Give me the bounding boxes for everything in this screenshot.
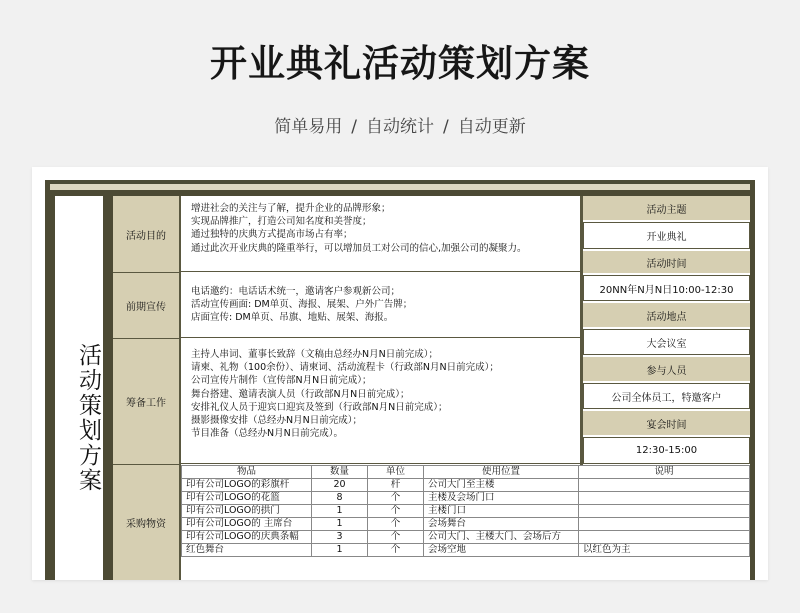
table-row bbox=[182, 531, 750, 544]
content-line: 主持人串词、董事长致辞（文稿由总经办N月N日前完成）； bbox=[191, 349, 438, 360]
content-line: 通过独特的庆典方式提高市场占有率； bbox=[191, 229, 353, 241]
table-cell: 个 bbox=[368, 492, 424, 505]
subtitle-separator: / bbox=[351, 117, 357, 137]
info-value-time: 20NN年N月N日10:00-12:30 bbox=[583, 275, 750, 301]
frame-left-border bbox=[45, 196, 55, 580]
info-label-banquet: 宴会时间 bbox=[583, 411, 750, 435]
column-header: 数量 bbox=[312, 466, 368, 479]
table-row bbox=[182, 544, 750, 557]
table-cell: 印有公司LOGO的花篮 bbox=[182, 492, 312, 505]
frame-right-border bbox=[750, 196, 755, 580]
frame-band bbox=[50, 184, 750, 190]
table-cell: 以红色为主 bbox=[579, 544, 750, 557]
info-value-location: 大会议室 bbox=[583, 329, 750, 355]
table-cell: 3 bbox=[312, 531, 368, 544]
section-label-purpose: 活动目的 bbox=[113, 196, 179, 273]
content-line: 通过此次开业庆典的隆重举行，可以增加员工对公司的信心,加强公司的凝聚力。 bbox=[191, 242, 527, 254]
table-row bbox=[182, 505, 750, 518]
info-value-banquet: 12:30-15:00 bbox=[583, 437, 750, 464]
section-content-promotion bbox=[181, 273, 580, 338]
content-line: 摄影摄像安排（总经办N月N日前完成）； bbox=[191, 415, 362, 427]
info-label-theme: 活动主题 bbox=[583, 196, 750, 220]
table-cell: 个 bbox=[368, 505, 424, 518]
table-cell: 杆 bbox=[368, 479, 424, 492]
table-cell: 主楼门口 bbox=[424, 505, 579, 518]
document-frame bbox=[45, 180, 755, 580]
table-cell bbox=[579, 518, 750, 531]
table-cell: 1 bbox=[312, 518, 368, 531]
table-header-row bbox=[182, 466, 750, 479]
page-title: 开业典礼活动策划方案 bbox=[210, 42, 590, 85]
subtitle-item-3: 自动更新 bbox=[457, 117, 526, 137]
section-content-preparation bbox=[181, 339, 580, 464]
table-cell bbox=[579, 479, 750, 492]
table-row bbox=[182, 479, 750, 492]
info-value-participants: 公司全体员工，特邀客户 bbox=[583, 383, 750, 409]
document-body bbox=[45, 196, 755, 580]
table-cell bbox=[579, 531, 750, 544]
column-header: 物品 bbox=[182, 466, 312, 479]
content-line: 公司宣传片制作（宣传部N月N日前完成）； bbox=[191, 375, 372, 387]
table-cell: 8 bbox=[312, 492, 368, 505]
frame-divider bbox=[103, 196, 113, 580]
section-label-preparation: 筹备工作 bbox=[113, 339, 179, 465]
info-value-theme: 开业典礼 bbox=[583, 222, 750, 249]
table-cell: 个 bbox=[368, 544, 424, 557]
info-label-location: 活动地点 bbox=[583, 303, 750, 327]
table-cell: 20 bbox=[312, 479, 368, 492]
content-line: 安排礼仪人员于迎宾口迎宾及签到（行政部N月N日前完成）； bbox=[191, 401, 448, 413]
content-line: 实现品牌推广，打造公司知名度和美誉度； bbox=[191, 216, 372, 228]
table-cell: 公司大门、主楼大门、会场后方 bbox=[424, 531, 579, 544]
info-label-participants: 参与人员 bbox=[583, 357, 750, 381]
table-cell: 会场舞台 bbox=[424, 518, 579, 531]
table-cell bbox=[579, 492, 750, 505]
content-line: 店面宣传: DM单页、吊旗、地贴、展架、海报。 bbox=[191, 312, 394, 324]
subtitle-item-1: 简单易用 bbox=[274, 117, 343, 137]
procurement-table bbox=[181, 465, 750, 557]
table-cell: 红色舞台 bbox=[182, 544, 312, 557]
section-label-procurement: 采购物资 bbox=[113, 465, 179, 580]
table-cell: 印有公司LOGO的彩旗杆 bbox=[182, 479, 312, 492]
content-line: 增进社会的关注与了解，提升企业的品牌形象； bbox=[191, 203, 391, 214]
content-line: 舞台搭建、邀请表演人员（行政部N月N日前完成）； bbox=[191, 388, 410, 400]
content-line: 电话邀约：电话话术统一，邀请客户参观新公司； bbox=[191, 286, 401, 297]
subtitle-item-2: 自动统计 bbox=[366, 117, 434, 137]
table-cell: 1 bbox=[312, 505, 368, 518]
subtitle-separator: / bbox=[443, 117, 449, 137]
document-preview-card[interactable] bbox=[32, 167, 768, 580]
section-label-promotion: 前期宣传 bbox=[113, 273, 179, 339]
column-header: 单位 bbox=[368, 466, 424, 479]
content-line: 请柬、礼物（100余份）、请柬词、活动流程卡（行政部N月N日前完成）； bbox=[191, 362, 499, 374]
table-row bbox=[182, 492, 750, 505]
info-label-time: 活动时间 bbox=[583, 251, 750, 273]
table-cell: 会场空地 bbox=[424, 544, 579, 557]
vertical-title-cell bbox=[55, 196, 103, 580]
content-line: 活动宣传画面: DM单页、海报、展架、户外广告牌； bbox=[191, 299, 413, 311]
table-row bbox=[182, 518, 750, 531]
table-cell: 个 bbox=[368, 531, 424, 544]
section-content-purpose bbox=[181, 196, 580, 272]
table-cell: 主楼及会场门口 bbox=[424, 492, 579, 505]
vertical-title: 活动策划方案 bbox=[75, 343, 101, 493]
table-cell: 个 bbox=[368, 518, 424, 531]
content-line: 节目准备（总经办N月N日前完成）。 bbox=[191, 428, 343, 440]
table-cell: 1 bbox=[312, 544, 368, 557]
table-cell: 印有公司LOGO的庆典条幅 bbox=[182, 531, 312, 544]
column-header: 说明 bbox=[579, 466, 750, 479]
table-cell bbox=[579, 505, 750, 518]
table-cell: 印有公司LOGO的 主席台 bbox=[182, 518, 312, 531]
table-cell: 印有公司LOGO的拱门 bbox=[182, 505, 312, 518]
table-cell: 公司大门至主楼 bbox=[424, 479, 579, 492]
subtitle bbox=[0, 112, 800, 137]
column-header: 使用位置 bbox=[424, 466, 579, 479]
